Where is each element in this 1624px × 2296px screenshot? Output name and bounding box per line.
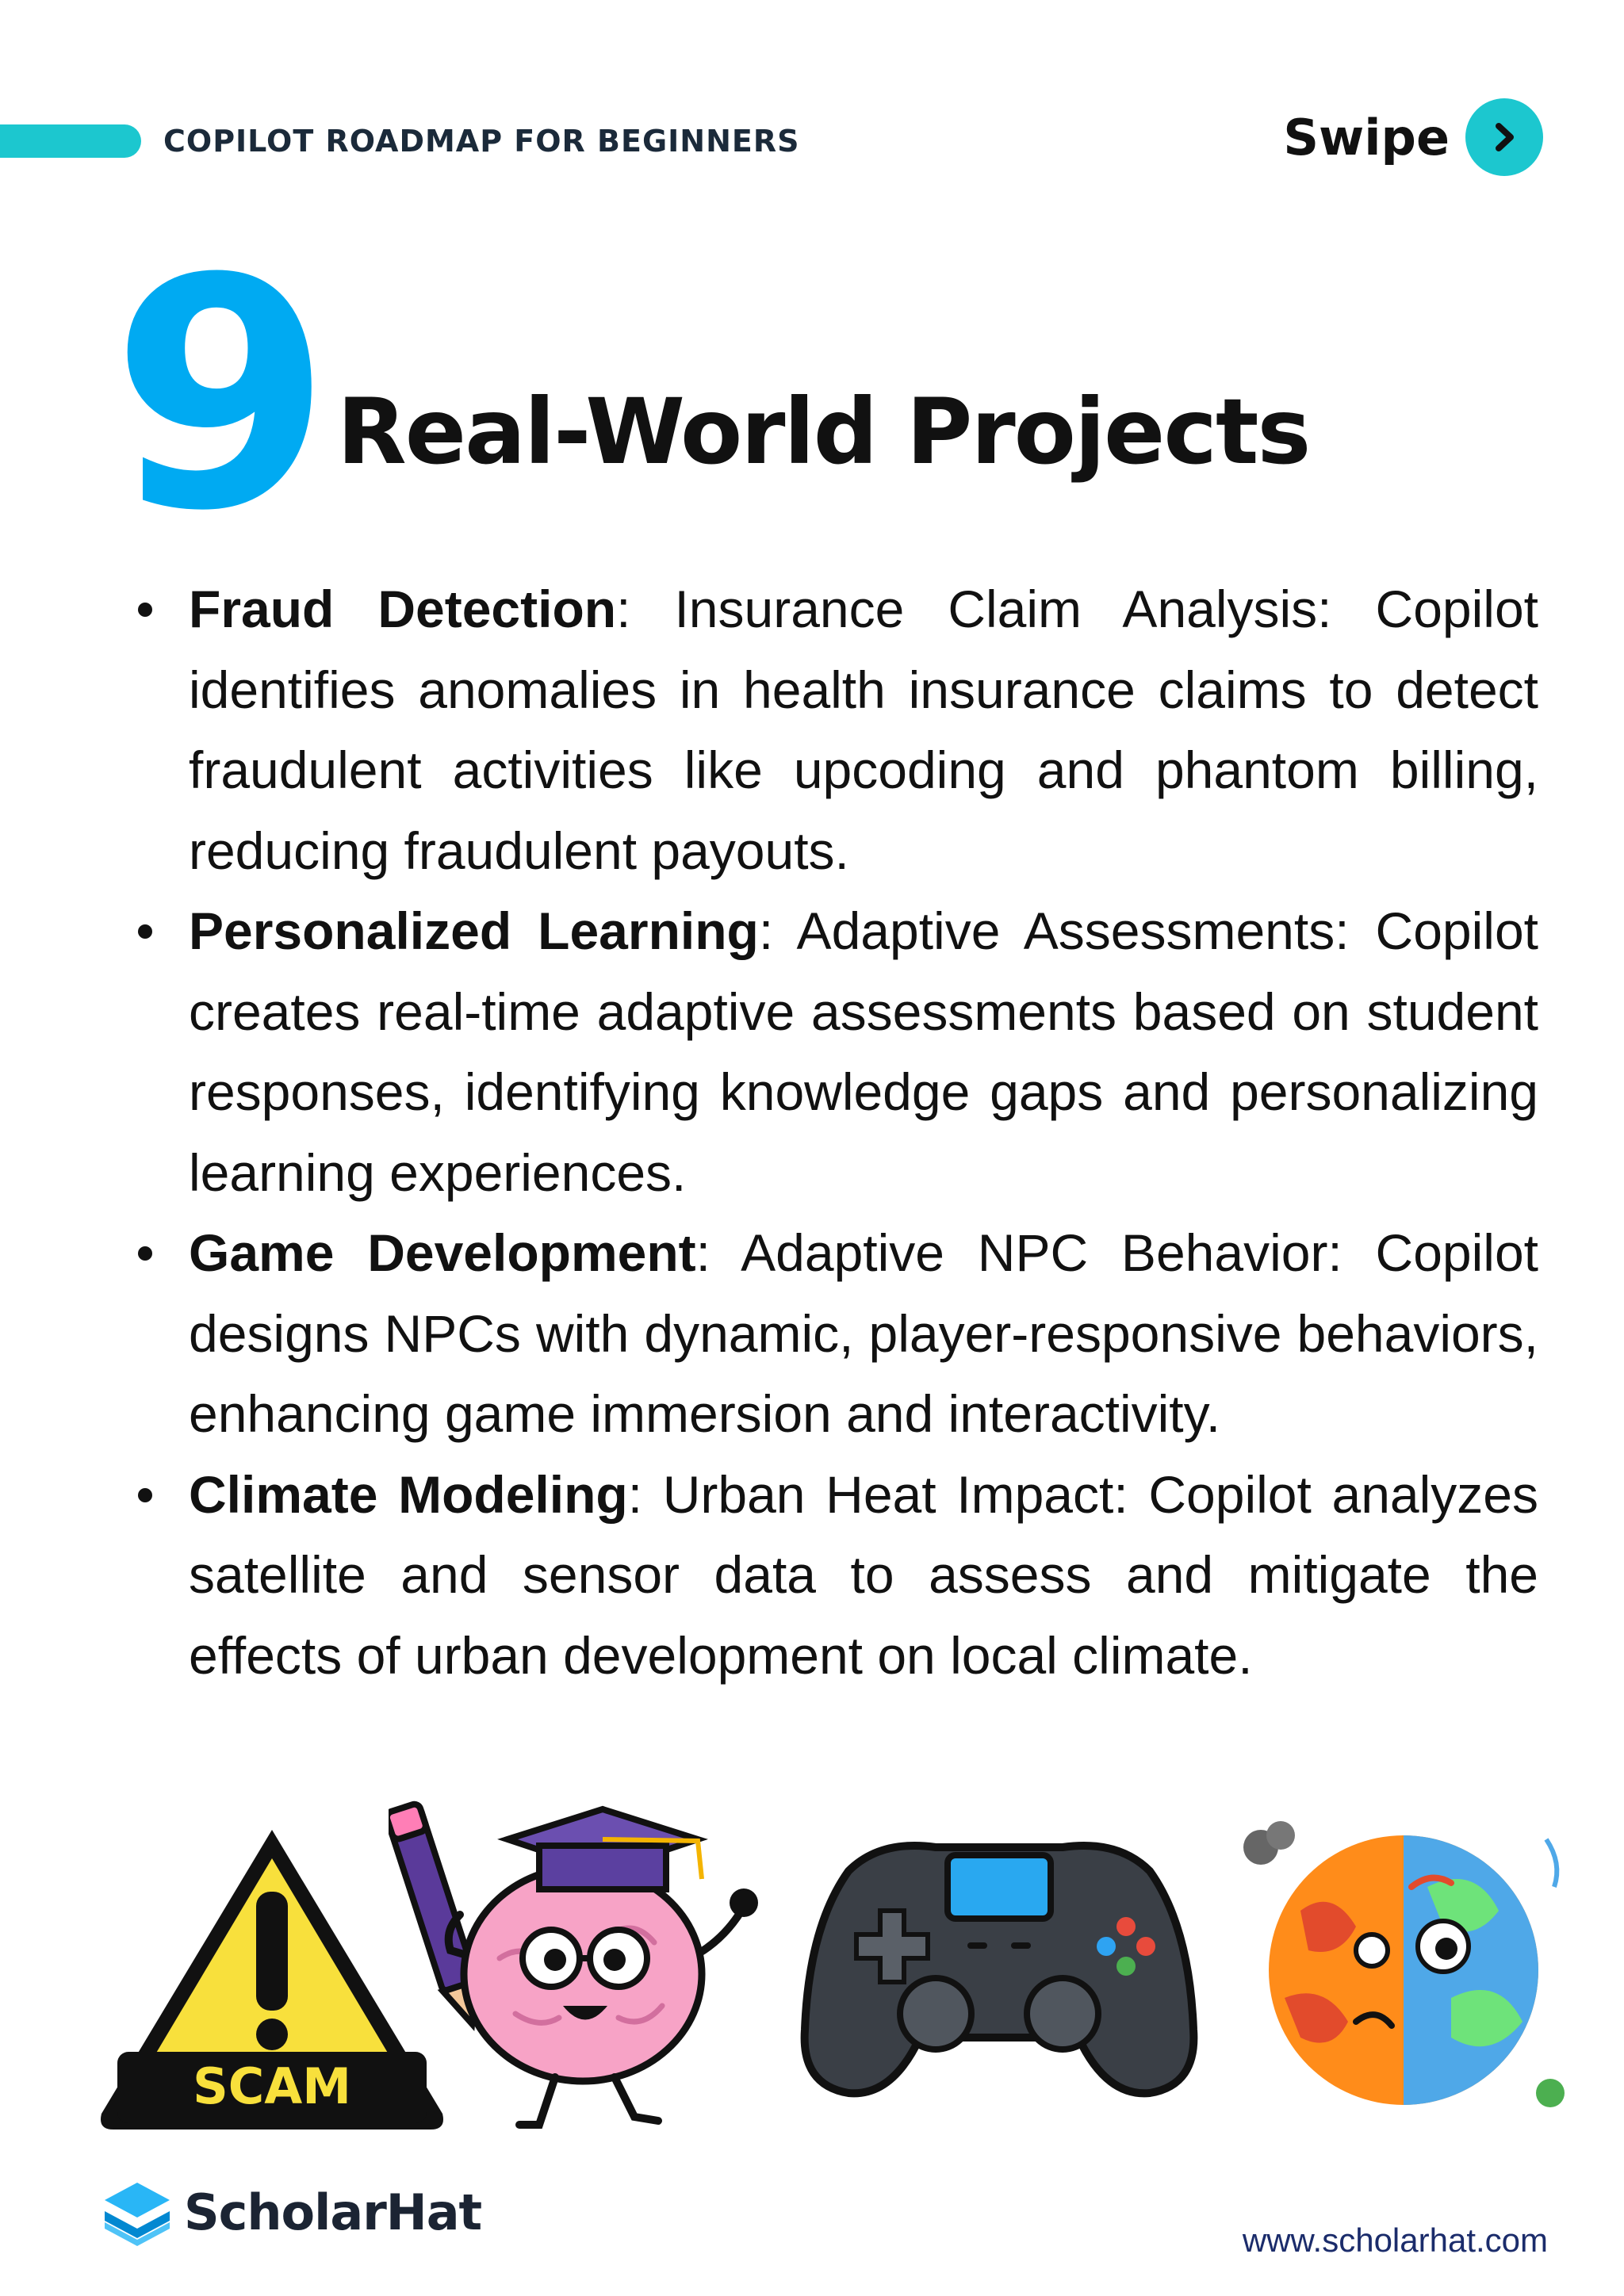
- project-description: : Adaptive Assessments: Copilot creates real-time adaptive assessments based on student responses, identifying knowledge gaps and personalizing learning experiences.: [189, 901, 1538, 1202]
- project-name: Climate Modeling: [189, 1464, 628, 1524]
- list-item: [135, 1213, 1538, 1455]
- project-name: Game Development: [189, 1223, 696, 1282]
- brand-name: ScholarHat: [184, 2183, 482, 2241]
- website-link[interactable]: www.scholarhat.com: [1242, 2221, 1548, 2259]
- swipe-control[interactable]: [1283, 98, 1543, 176]
- illustration-strip: [0, 1792, 1624, 2156]
- scam-label: SCAM: [193, 2057, 351, 2115]
- project-description: : Insurance Claim Analysis: Copilot identifies anomalies in health insurance claims to detect fraudulent activities like upcoding and phantom billing, reducing fraudulent payouts.: [189, 580, 1538, 880]
- climate-earth-icon: [1213, 1792, 1594, 2141]
- chevron-right-icon: [1487, 120, 1522, 155]
- project-name: Fraud Detection: [189, 580, 617, 638]
- section-number: 9: [111, 212, 332, 580]
- list-item: [135, 1455, 1538, 1697]
- project-list: [135, 569, 1538, 1696]
- graduate-brain-icon: [389, 1792, 809, 2149]
- swipe-arrow-button[interactable]: [1465, 98, 1543, 176]
- series-title: COPILOT ROADMAP FOR BEGINNERS: [163, 124, 800, 159]
- game-controller-icon: [793, 1823, 1205, 2125]
- brand-logo[interactable]: [102, 2176, 481, 2248]
- list-item: [135, 891, 1538, 1213]
- header-accent-bar: [0, 124, 141, 158]
- page-title: Real-World Projects: [337, 379, 1310, 484]
- project-description: : Urban Heat Impact: Copilot analyzes satellite and sensor data to assess and mitigate the effects of urban development on local climate.: [189, 1464, 1538, 1685]
- list-item: [135, 569, 1538, 891]
- swipe-label[interactable]: Swipe: [1283, 108, 1450, 166]
- project-description: : Adaptive NPC Behavior: Copilot designs NPCs with dynamic, player-responsive behaviors, enhancing game immersion and interactivity.: [189, 1223, 1538, 1443]
- scholarhat-logo-icon: [102, 2176, 173, 2248]
- project-name: Personalized Learning: [189, 901, 759, 960]
